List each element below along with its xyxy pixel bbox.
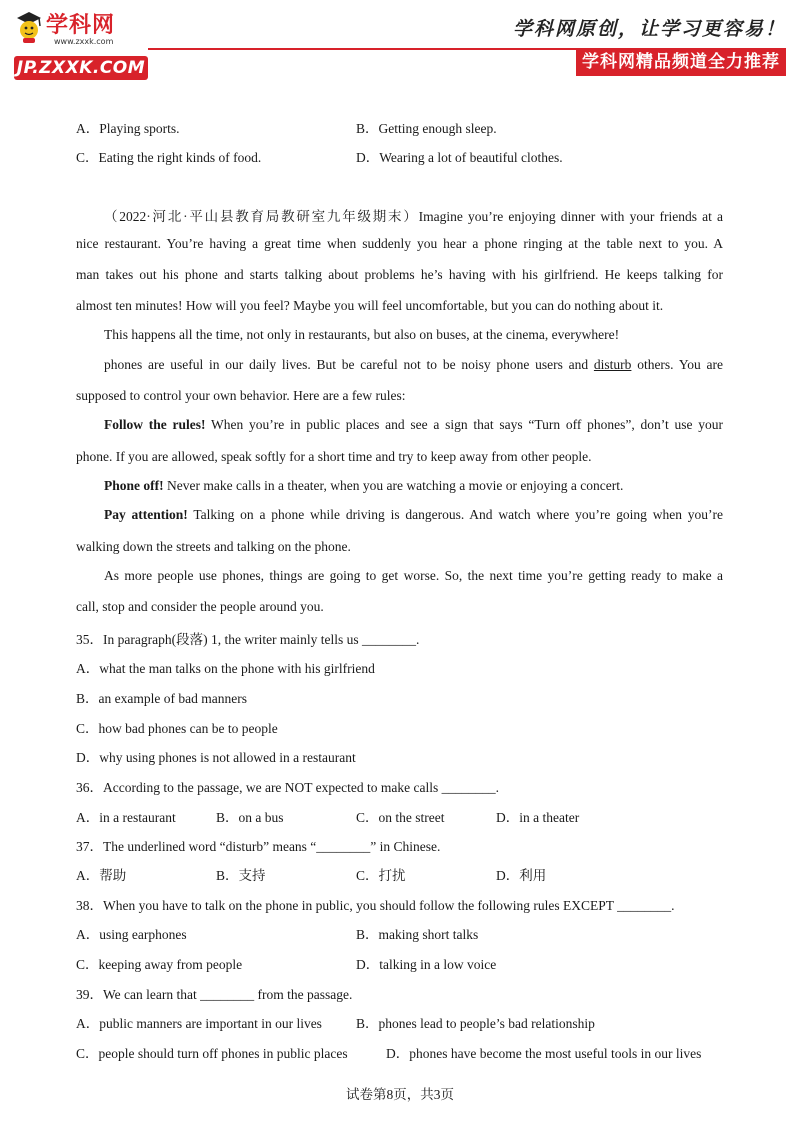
passage-p2: This happens all the time, not only in restaurants, but also on buses, at the cinema, everywhere! <box>104 327 620 342</box>
passage-p1-line4: almost ten minutes! How will you feel? Maybe you will feel uncomfortable, but you can do nothing about it. <box>76 298 664 313</box>
logo-url: www.zxxk.com <box>54 37 114 46</box>
site-logo[interactable] <box>14 6 154 76</box>
rule2-line <box>104 478 623 494</box>
rule1-line2: phone. If you are allowed, speak softly for a short time and try to keep away from other people. <box>76 449 592 464</box>
page-footer: 试卷第8页，共3页 <box>346 1087 454 1102</box>
q36-option-d: D．in a theater <box>496 810 580 825</box>
q39-option-a: A．public manners are important in our lives <box>76 1016 322 1031</box>
rule2-text: Never make calls in a theater, when you are watching a movie or enjoying a concert. <box>163 478 624 493</box>
q37-option-b: B．支持 <box>216 868 266 883</box>
logo-text: 学科网 <box>46 13 116 38</box>
q36-option-c: C．on the street <box>356 810 445 825</box>
rule2-heading: Phone off! <box>104 478 164 493</box>
passage-p3-text-b: others. You are <box>631 357 723 372</box>
passage-p4-line1: As more people use phones, things are going to get worse. So, the next time you’re getting ready to make a <box>104 568 723 583</box>
q38-option-b: B．making short talks <box>356 927 479 942</box>
rule3-text: Talking on a phone while driving is dangerous. And watch where you’re going when you’re <box>187 507 723 522</box>
rule3-heading: Pay attention! <box>104 507 188 522</box>
question-39: 39．We can learn that ________ from the passage. <box>76 987 353 1002</box>
q37-option-c: C．打扰 <box>356 868 406 883</box>
q36-option-a: A．in a restaurant <box>76 810 176 825</box>
passage-p3-line1 <box>104 357 723 373</box>
q38-option-a: A．using earphones <box>76 927 187 942</box>
prev-option-c: C．Eating the right kinds of food. <box>76 150 262 165</box>
q36-option-b: B．on a bus <box>216 810 284 825</box>
question-35: 35．In paragraph(段落) 1, the writer mainly tells us ________. <box>76 632 420 647</box>
passage-p3-line2: supposed to control your own behavior. Here are a few rules: <box>76 388 406 403</box>
question-38: 38．When you have to talk on the phone in public, you should follow the following rules EXCEPT ________. <box>76 898 675 913</box>
q37-option-d: D．利用 <box>496 868 547 883</box>
prev-option-a: A．Playing sports. <box>76 121 180 136</box>
question-37: 37．The underlined word “disturb” means “________” in Chinese. <box>76 839 441 854</box>
passage-p4-line2: call, stop and consider the people around you. <box>76 599 324 614</box>
rule3-line1 <box>104 507 723 523</box>
passage-p1-line2: nice restaurant. You’re having a great time when suddenly you hear a phone ringing at the table next to you. A <box>76 236 723 251</box>
mascot-icon <box>14 10 44 44</box>
page-header <box>0 0 800 80</box>
q35-option-d: D．why using phones is not allowed in a restaurant <box>76 750 356 765</box>
q35-option-a: A．what the man talks on the phone with his girlfriend <box>76 661 375 676</box>
rule1-heading: Follow the rules! <box>104 417 206 432</box>
header-slogan: 学科网原创，让学习更容易！ <box>512 18 786 40</box>
q37-option-a: A．帮助 <box>76 868 127 883</box>
q39-option-b: B．phones lead to people’s bad relationship <box>356 1016 595 1031</box>
channel-banner: 学科网精品频道全力推荐 <box>576 48 786 76</box>
q35-option-b: B．an example of bad manners <box>76 691 247 706</box>
rule3-line2: walking down the streets and talking on the phone. <box>76 539 351 554</box>
question-36: 36．According to the passage, we are NOT expected to make calls ________. <box>76 780 499 795</box>
prev-option-b: B．Getting enough sleep. <box>356 121 497 136</box>
rule1-line1 <box>104 417 723 433</box>
passage-p1-line3: man takes out his phone and starts talking about problems he’s having with his girlfriend. He keeps talking for <box>76 267 723 282</box>
q35-option-c: C．how bad phones can be to people <box>76 721 278 736</box>
prev-option-d: D．Wearing a lot of beautiful clothes. <box>356 150 563 165</box>
q39-option-d: D．phones have become the most useful tools in our lives <box>386 1046 702 1061</box>
logo-domain-banner: JP.ZXXK.COM <box>14 56 148 80</box>
q39-option-c: C．people should turn off phones in public places <box>76 1046 348 1061</box>
q38-option-c: C．keeping away from people <box>76 957 243 972</box>
passage-p1-line1: （2022·河北·平山县教育局教研室九年级期末）Imagine you’re enjoying dinner with your friends at a <box>104 209 723 224</box>
rule1-text: When you’re in public places and see a sign that says “Turn off phones”, don’t use your <box>205 417 723 432</box>
passage-p3-text-a: phones are useful in our daily lives. But be careful not to be noisy phone users and <box>104 357 594 372</box>
q38-option-d: D．talking in a low voice <box>356 957 497 972</box>
underlined-word-disturb: disturb <box>593 357 632 372</box>
